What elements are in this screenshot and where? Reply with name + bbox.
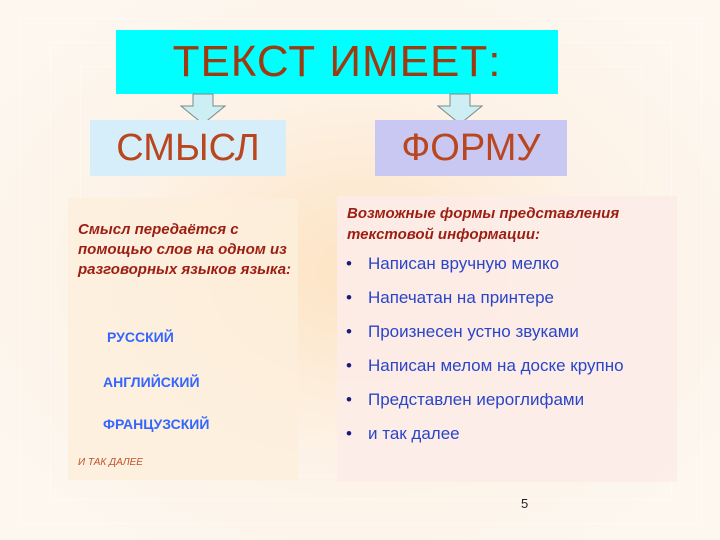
list-item: • Напечатан на принтере [346, 288, 624, 322]
form-list [346, 254, 624, 458]
bullet-icon: • [346, 424, 352, 443]
list-item: • Представлен иероглифами [346, 390, 624, 424]
meaning-etc: И ТАК ДАЛЕЕ [78, 457, 143, 468]
list-item: • Написан мелом на доске крупно [346, 356, 624, 390]
meaning-intro: Смысл передаётся с помощью слов на одном из разговорных языков языка: [78, 221, 292, 278]
page-number: 5 [521, 496, 529, 511]
meaning-heading: СМЫСЛ [116, 126, 260, 169]
slide-title: ТЕКСТ ИМЕЕТ: [172, 37, 502, 86]
list-item: • Написан вручную мелко [346, 254, 624, 288]
list-item: • Произнесен устно звуками [346, 322, 624, 356]
language-french: ФРАНЦУЗСКИЙ [103, 416, 210, 432]
language-russian: РУССКИЙ [107, 329, 174, 345]
bullet-icon: • [346, 322, 352, 341]
bullet-icon: • [346, 356, 352, 375]
meaning-heading-box [90, 120, 286, 176]
form-heading: ФОРМУ [401, 126, 541, 169]
form-heading-box [375, 120, 567, 176]
title-box [116, 30, 558, 94]
bullet-icon: • [346, 254, 352, 273]
language-english: АНГЛИЙСКИЙ [103, 374, 200, 390]
form-intro: Возможные формы представления текстовой информации: [347, 205, 620, 243]
bullet-icon: • [346, 288, 352, 307]
list-item: • и так далее [346, 424, 624, 458]
bullet-icon: • [346, 390, 352, 409]
